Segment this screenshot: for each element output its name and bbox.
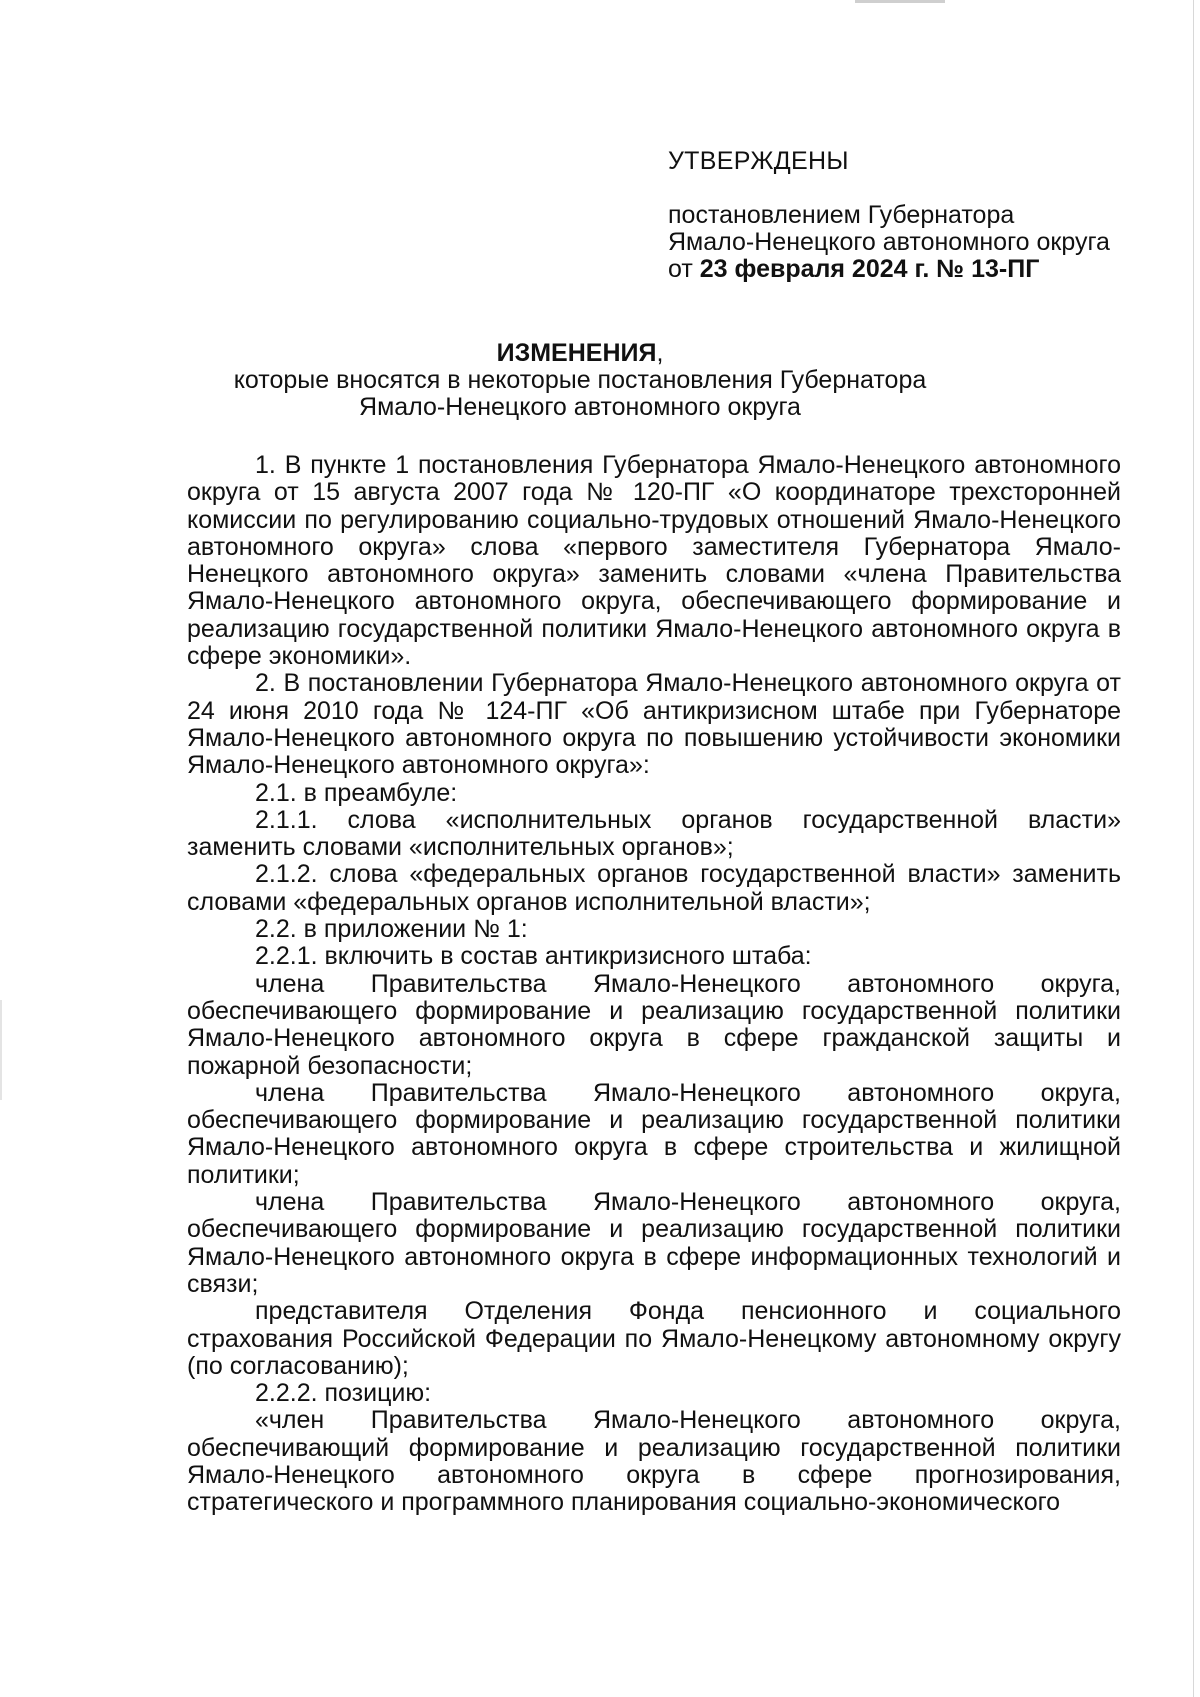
document-subtitle-line-2: Ямало-Ненецкого автономного округа — [359, 393, 801, 421]
list-item-member-civil-defense: члена Правительства Ямало-Ненецкого автономного округа, обеспечивающего формирование и реализацию государственной политики Ямало-Ненецкого автономного округа в сфере гражданской защиты и пожарной безопасности; — [187, 969, 1121, 1080]
approval-date — [668, 256, 1128, 283]
list-item-pension-fund: представителя Отделения Фонда пенсионного и социального страхования Российской Федерации по Ямало-Ненецкому автономному округу (по согласованию); — [187, 1297, 1121, 1380]
paragraph-2-2-2: 2.2.2. позицию: — [255, 1379, 432, 1408]
document-title-block — [160, 340, 1000, 421]
paragraph-2: 2. В постановлении Губернатора Ямало-Ненецкого автономного округа от 24 июня 2010 года № 124-ПГ «Об антикризисном штабе при Губернаторе Ямало-Ненецкого автономного округа по повышению устойчивости экономики Ямало-Ненецкого автономного округа»: — [187, 669, 1121, 780]
document-subtitle-line-1: которые вносятся в некоторые постановления Губернатора — [233, 366, 927, 394]
list-item-member-construction: члена Правительства Ямало-Ненецкого автономного округа, обеспечивающего формирование и реализацию государственной политики Ямало-Ненецкого автономного округа в сфере строительства и жилищной политики; — [187, 1078, 1121, 1189]
paragraph-2-1: 2.1. в преамбуле: — [255, 778, 458, 807]
scan-edge-mark — [855, 0, 945, 3]
document-title-comma: , — [656, 339, 664, 367]
title-line — [160, 340, 1000, 367]
document-title: ИЗМЕНЕНИЯ — [496, 339, 657, 367]
approval-date-prefix: от — [668, 255, 693, 283]
scan-edge-line — [1193, 0, 1194, 1697]
paragraph-2-2-1: 2.2.1. включить в состав антикризисного штаба: — [255, 942, 812, 971]
paragraph-1: 1. В пункте 1 постановления Губернатора Ямало-Ненецкого автономного округа от 15 августа 2007 года № 120-ПГ «О координаторе трехсторонней комиссии по регулированию социально-трудовых отношений Ямало-Ненецкого автономного округа» слова «первого заместителя Губернатора Ямало-Ненецкого автономного округа» заменить словами «члена Правительства Ямало-Ненецкого автономного округа, обеспечивающего формирование и реализацию государственной политики Ямало-Ненецкого автономного округа в сфере экономики». — [187, 451, 1121, 671]
approval-date-value: 23 февраля 2024 г. № 13-ПГ — [699, 255, 1040, 283]
paragraph-2-1-1: 2.1.1. слова «исполнительных органов государственной власти» заменить словами «исполнительных органов»; — [187, 805, 1121, 862]
approval-line-2: Ямало-Ненецкого автономного округа — [668, 228, 1110, 256]
paragraph-quoted-position: «член Правительства Ямало-Ненецкого автономного округа, обеспечивающий формирование и реализацию государственной политики Ямало-Ненецкого автономного округа в сфере прогнозирования, стратегического и программного планирования социально-экономического — [187, 1406, 1121, 1517]
list-item-member-it: члена Правительства Ямало-Ненецкого автономного округа, обеспечивающего формирование и реализацию государственной политики Ямало-Ненецкого автономного округа в сфере информационных технологий и связи; — [187, 1188, 1121, 1298]
paragraph-2-2: 2.2. в приложении № 1: — [255, 915, 528, 944]
approval-line-1: постановлением Губернатора — [668, 201, 1015, 229]
approved-heading: УТВЕРЖДЕНЫ — [668, 147, 849, 175]
scan-edge-shadow — [0, 1000, 2, 1100]
approval-stamp-block — [668, 148, 1128, 283]
paragraph-2-1-2: 2.1.2. слова «федеральных органов государственной власти» заменить словами «федеральных органов исполнительной власти»; — [187, 860, 1121, 916]
document-body — [187, 452, 1121, 1517]
